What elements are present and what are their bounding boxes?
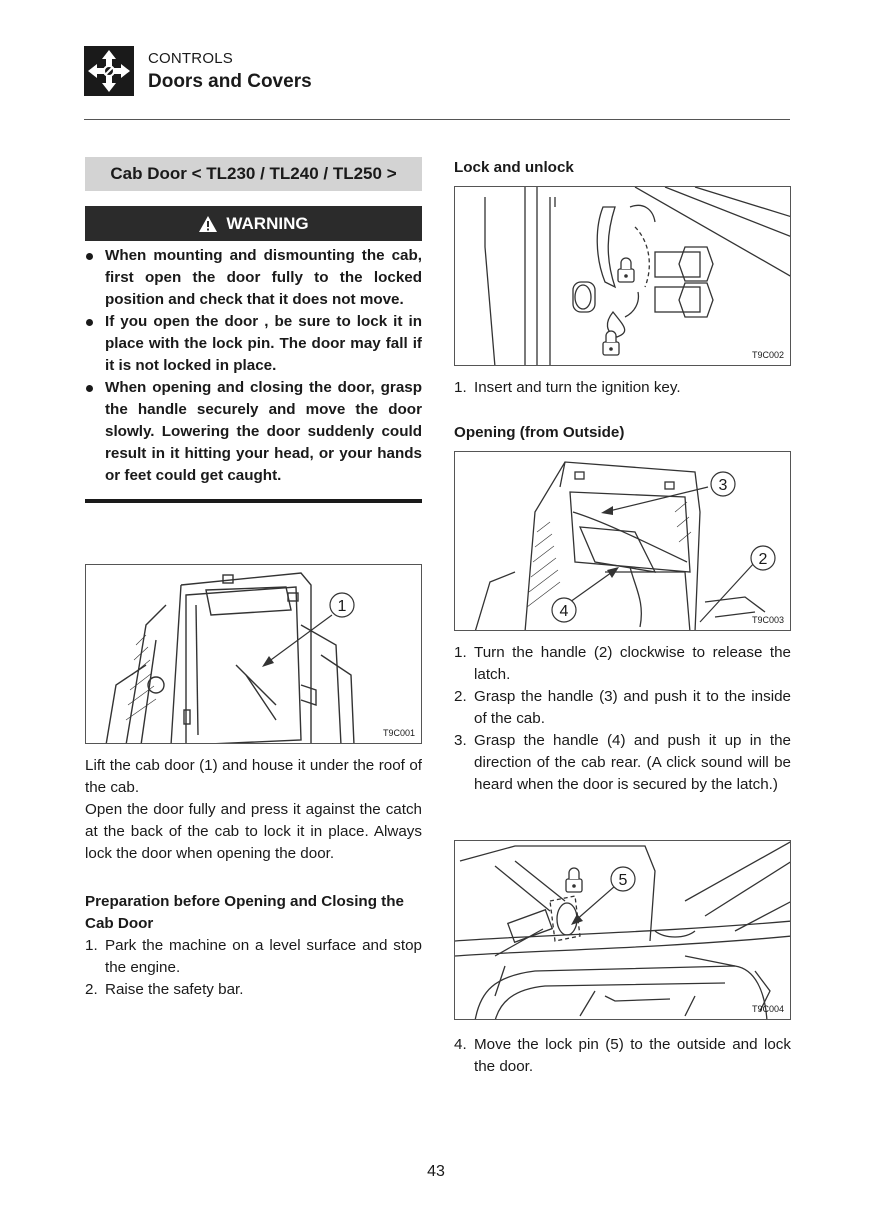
lock-illustration xyxy=(455,187,791,366)
figure-lock-pin xyxy=(454,840,791,1020)
controls-icon xyxy=(84,46,134,96)
paragraph-lift-door: Lift the cab door (1) and house it under the roof of the cab. xyxy=(85,757,422,796)
lock-steps xyxy=(454,377,791,399)
warning-list xyxy=(85,245,422,487)
figure-code: T9C001 xyxy=(382,728,415,738)
figure-lock-unlock xyxy=(454,186,791,366)
warning-icon xyxy=(198,215,218,233)
callout-4: 4 xyxy=(559,603,569,620)
opening-heading: Opening (from Outside) xyxy=(454,424,625,441)
lockpin-steps xyxy=(454,1034,791,1078)
figure-code: T9C004 xyxy=(751,1004,784,1014)
left-body xyxy=(85,755,422,1001)
page-header xyxy=(84,46,790,120)
opening-illustration xyxy=(455,452,791,631)
step-text: Grasp the handle (3) and push it to the inside of the cab. xyxy=(474,688,791,727)
step-number: 1. xyxy=(454,379,467,396)
opening-steps xyxy=(454,642,791,796)
lock-pin-illustration xyxy=(455,841,791,1020)
step-text: Insert and turn the ignition key. xyxy=(474,379,681,396)
page-number: 43 xyxy=(427,1163,445,1180)
step-number: 1. xyxy=(454,644,467,661)
warning-label: WARNING xyxy=(226,213,309,233)
step-text: Move the lock pin (5) to the outside and lock the door. xyxy=(474,1036,791,1075)
callout-1: 1 xyxy=(337,598,347,615)
step-text: Turn the handle (2) clockwise to release the latch. xyxy=(474,644,791,683)
figure-cab-door xyxy=(85,564,422,744)
step-number: 4. xyxy=(454,1036,467,1053)
step-number: 1. xyxy=(85,937,98,954)
list-item xyxy=(454,1034,791,1078)
left-column xyxy=(85,157,422,503)
step-text: Park the machine on a level surface and stop the engine. xyxy=(105,937,422,976)
list-item xyxy=(454,377,791,399)
callout-2: 2 xyxy=(758,551,768,568)
figure-code: T9C003 xyxy=(751,615,784,625)
list-item xyxy=(454,642,791,686)
list-item xyxy=(454,730,791,796)
callout-3: 3 xyxy=(718,477,728,494)
warning-item: When mounting and dismounting the cab, first open the door fully to the locked position and check that it does not move. xyxy=(85,245,422,311)
warning-end-rule xyxy=(85,499,422,503)
step-text: Grasp the handle (4) and push it up in the direction of the cab rear. (A click sound will be heard when the door is secured by the latch.) xyxy=(474,732,791,793)
warning-item: When opening and closing the door, grasp the handle securely and move the door slowly. Lowering the door suddenly could result in it hitting your head, or your hands or feet could get caught. xyxy=(85,377,422,487)
figure-opening-outside xyxy=(454,451,791,631)
step-number: 3. xyxy=(454,732,467,749)
section-title: Doors and Covers xyxy=(148,71,312,92)
step-number: 2. xyxy=(85,981,98,998)
prep-heading: Preparation before Opening and Closing the Cab Door xyxy=(85,893,404,932)
list-item xyxy=(454,686,791,730)
prep-steps xyxy=(85,935,422,1001)
figure-code: T9C002 xyxy=(751,350,784,360)
cab-door-heading: Cab Door < TL230 / TL240 / TL250 > xyxy=(85,157,422,191)
list-item xyxy=(85,935,422,979)
lock-heading: Lock and unlock xyxy=(454,159,574,176)
list-item xyxy=(85,979,422,1001)
warning-banner xyxy=(85,206,422,241)
callout-5: 5 xyxy=(618,872,628,889)
header-divider xyxy=(84,119,790,120)
paragraph-open-door: Open the door fully and press it against the catch at the back of the cab to lock it in place. Always lock the door when opening the door. xyxy=(85,801,422,862)
step-text: Raise the safety bar. xyxy=(105,981,244,998)
warning-item: If you open the door , be sure to lock it in place with the lock pin. The door may fall if it is not locked in place. xyxy=(85,311,422,377)
section-label: CONTROLS xyxy=(148,50,233,67)
cab-illustration xyxy=(86,565,422,744)
step-number: 2. xyxy=(454,688,467,705)
